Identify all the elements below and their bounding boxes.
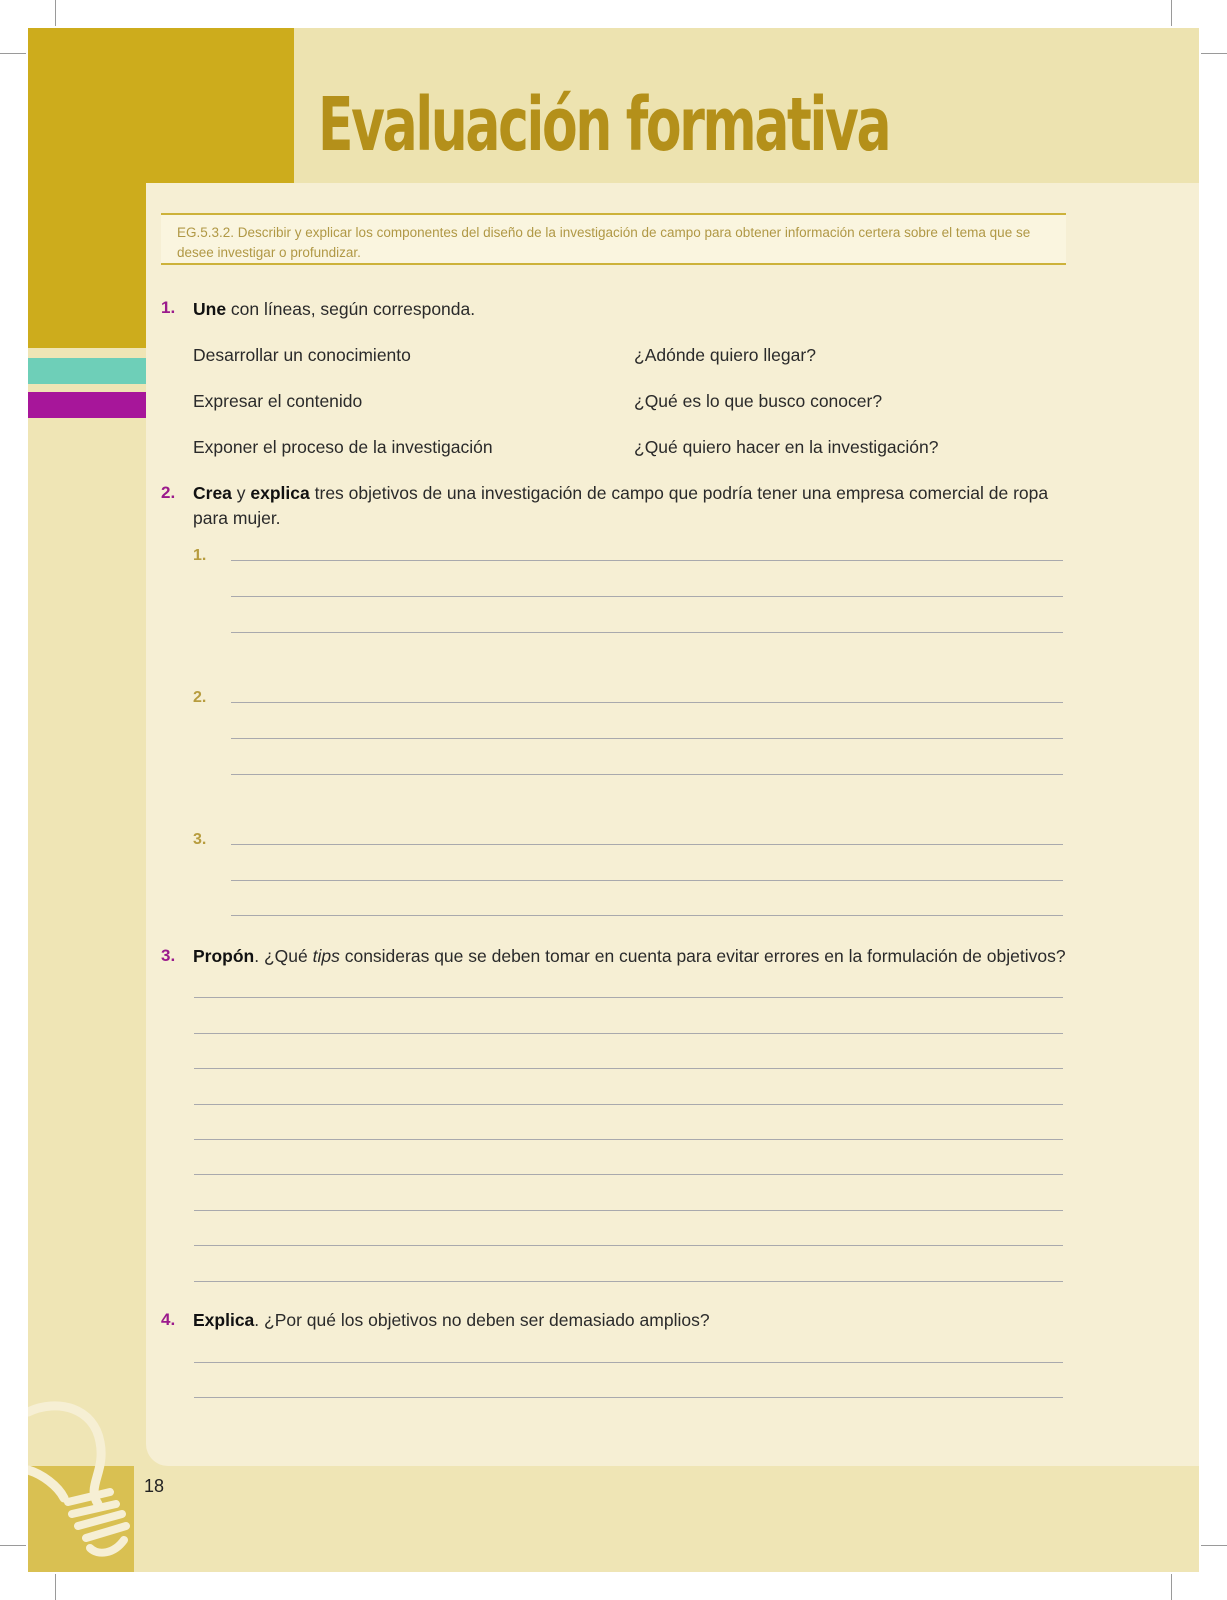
page-title: Evaluación formativa xyxy=(318,82,890,168)
question-2-verb-create: Crea xyxy=(193,483,232,503)
answer-line[interactable] xyxy=(231,596,1063,597)
question-3-rest: consideras que se deben tomar en cuenta para evitar errores en la formulación de objetivos? xyxy=(339,946,1066,966)
question-1-text xyxy=(193,297,475,322)
answer-line[interactable] xyxy=(231,774,1063,775)
page-number: 18 xyxy=(144,1476,165,1496)
question-4-number: 4. xyxy=(161,1310,176,1329)
answer-line[interactable] xyxy=(231,915,1063,916)
answer-line[interactable] xyxy=(194,1174,1063,1175)
question-1-rest: con líneas, según corresponda. xyxy=(226,299,476,319)
answer-line[interactable] xyxy=(231,632,1063,633)
answer-line[interactable] xyxy=(231,738,1063,739)
answer-line[interactable] xyxy=(231,560,1063,561)
answer-line[interactable] xyxy=(194,1210,1063,1211)
answer-line[interactable] xyxy=(194,1104,1063,1105)
teal-stripe xyxy=(28,358,146,384)
question-1-verb: Une xyxy=(193,299,227,319)
answer-line[interactable] xyxy=(194,1033,1063,1034)
answer-line[interactable] xyxy=(194,1068,1063,1069)
learning-standard-box xyxy=(161,213,1066,265)
lightbulb-icon xyxy=(28,1400,134,1572)
answer-line[interactable] xyxy=(231,702,1063,703)
match-left-item: Expresar el contenido xyxy=(193,391,363,411)
crop-mark xyxy=(1171,0,1172,26)
content-panel xyxy=(146,183,1199,1466)
answer-line[interactable] xyxy=(194,997,1063,998)
answer-line[interactable] xyxy=(194,1281,1063,1282)
question-2-verb-explain: explica xyxy=(250,483,310,503)
question-2-number: 2. xyxy=(161,483,176,502)
crop-mark xyxy=(55,1574,56,1600)
answer-line[interactable] xyxy=(194,1139,1063,1140)
crop-mark xyxy=(1201,1545,1227,1546)
match-right-item: ¿Qué es lo que busco conocer? xyxy=(634,391,883,411)
question-2-connector: y xyxy=(231,483,251,503)
crop-mark xyxy=(0,53,26,54)
objective-3-number: 3. xyxy=(193,831,207,848)
question-3-number: 3. xyxy=(161,946,176,965)
question-3-italic: tips xyxy=(312,946,340,966)
learning-standard-text: EG.5.3.2. Describir y explicar los componentes del diseño de la investigación de campo para obtener información certera sobre el tema que se desee investigar o profundizar. xyxy=(177,225,1031,260)
question-2-text xyxy=(193,481,1073,531)
question-4-text xyxy=(193,1308,1073,1333)
question-4-rest: . ¿Por qué los objetivos no deben ser demasiado amplios? xyxy=(254,1310,710,1330)
question-4-verb: Explica xyxy=(193,1310,255,1330)
question-3-text xyxy=(193,944,1073,969)
objective-1-number: 1. xyxy=(193,547,207,564)
match-left-item: Exponer el proceso de la investigación xyxy=(193,437,493,457)
crop-mark xyxy=(1201,53,1227,54)
answer-line[interactable] xyxy=(194,1397,1063,1398)
answer-line[interactable] xyxy=(231,844,1063,845)
match-right-item: ¿Qué quiero hacer en la investigación? xyxy=(634,437,939,457)
match-right-item: ¿Adónde quiero llegar? xyxy=(634,345,816,365)
magenta-stripe xyxy=(28,392,146,418)
answer-line[interactable] xyxy=(194,1245,1063,1246)
question-1-number: 1. xyxy=(161,298,176,317)
question-3-pre: . ¿Qué xyxy=(254,946,313,966)
crop-mark xyxy=(0,1545,26,1546)
answer-line[interactable] xyxy=(194,1362,1063,1363)
answer-line[interactable] xyxy=(231,880,1063,881)
objective-2-number: 2. xyxy=(193,689,207,706)
question-3-verb: Propón xyxy=(193,946,255,966)
crop-mark xyxy=(1171,1574,1172,1600)
question-2-rest: tres objetivos de una investigación de campo que podría tener una empresa comercial de ropa para mujer. xyxy=(193,483,1049,528)
match-left-item: Desarrollar un conocimiento xyxy=(193,345,411,365)
crop-mark xyxy=(55,0,56,26)
